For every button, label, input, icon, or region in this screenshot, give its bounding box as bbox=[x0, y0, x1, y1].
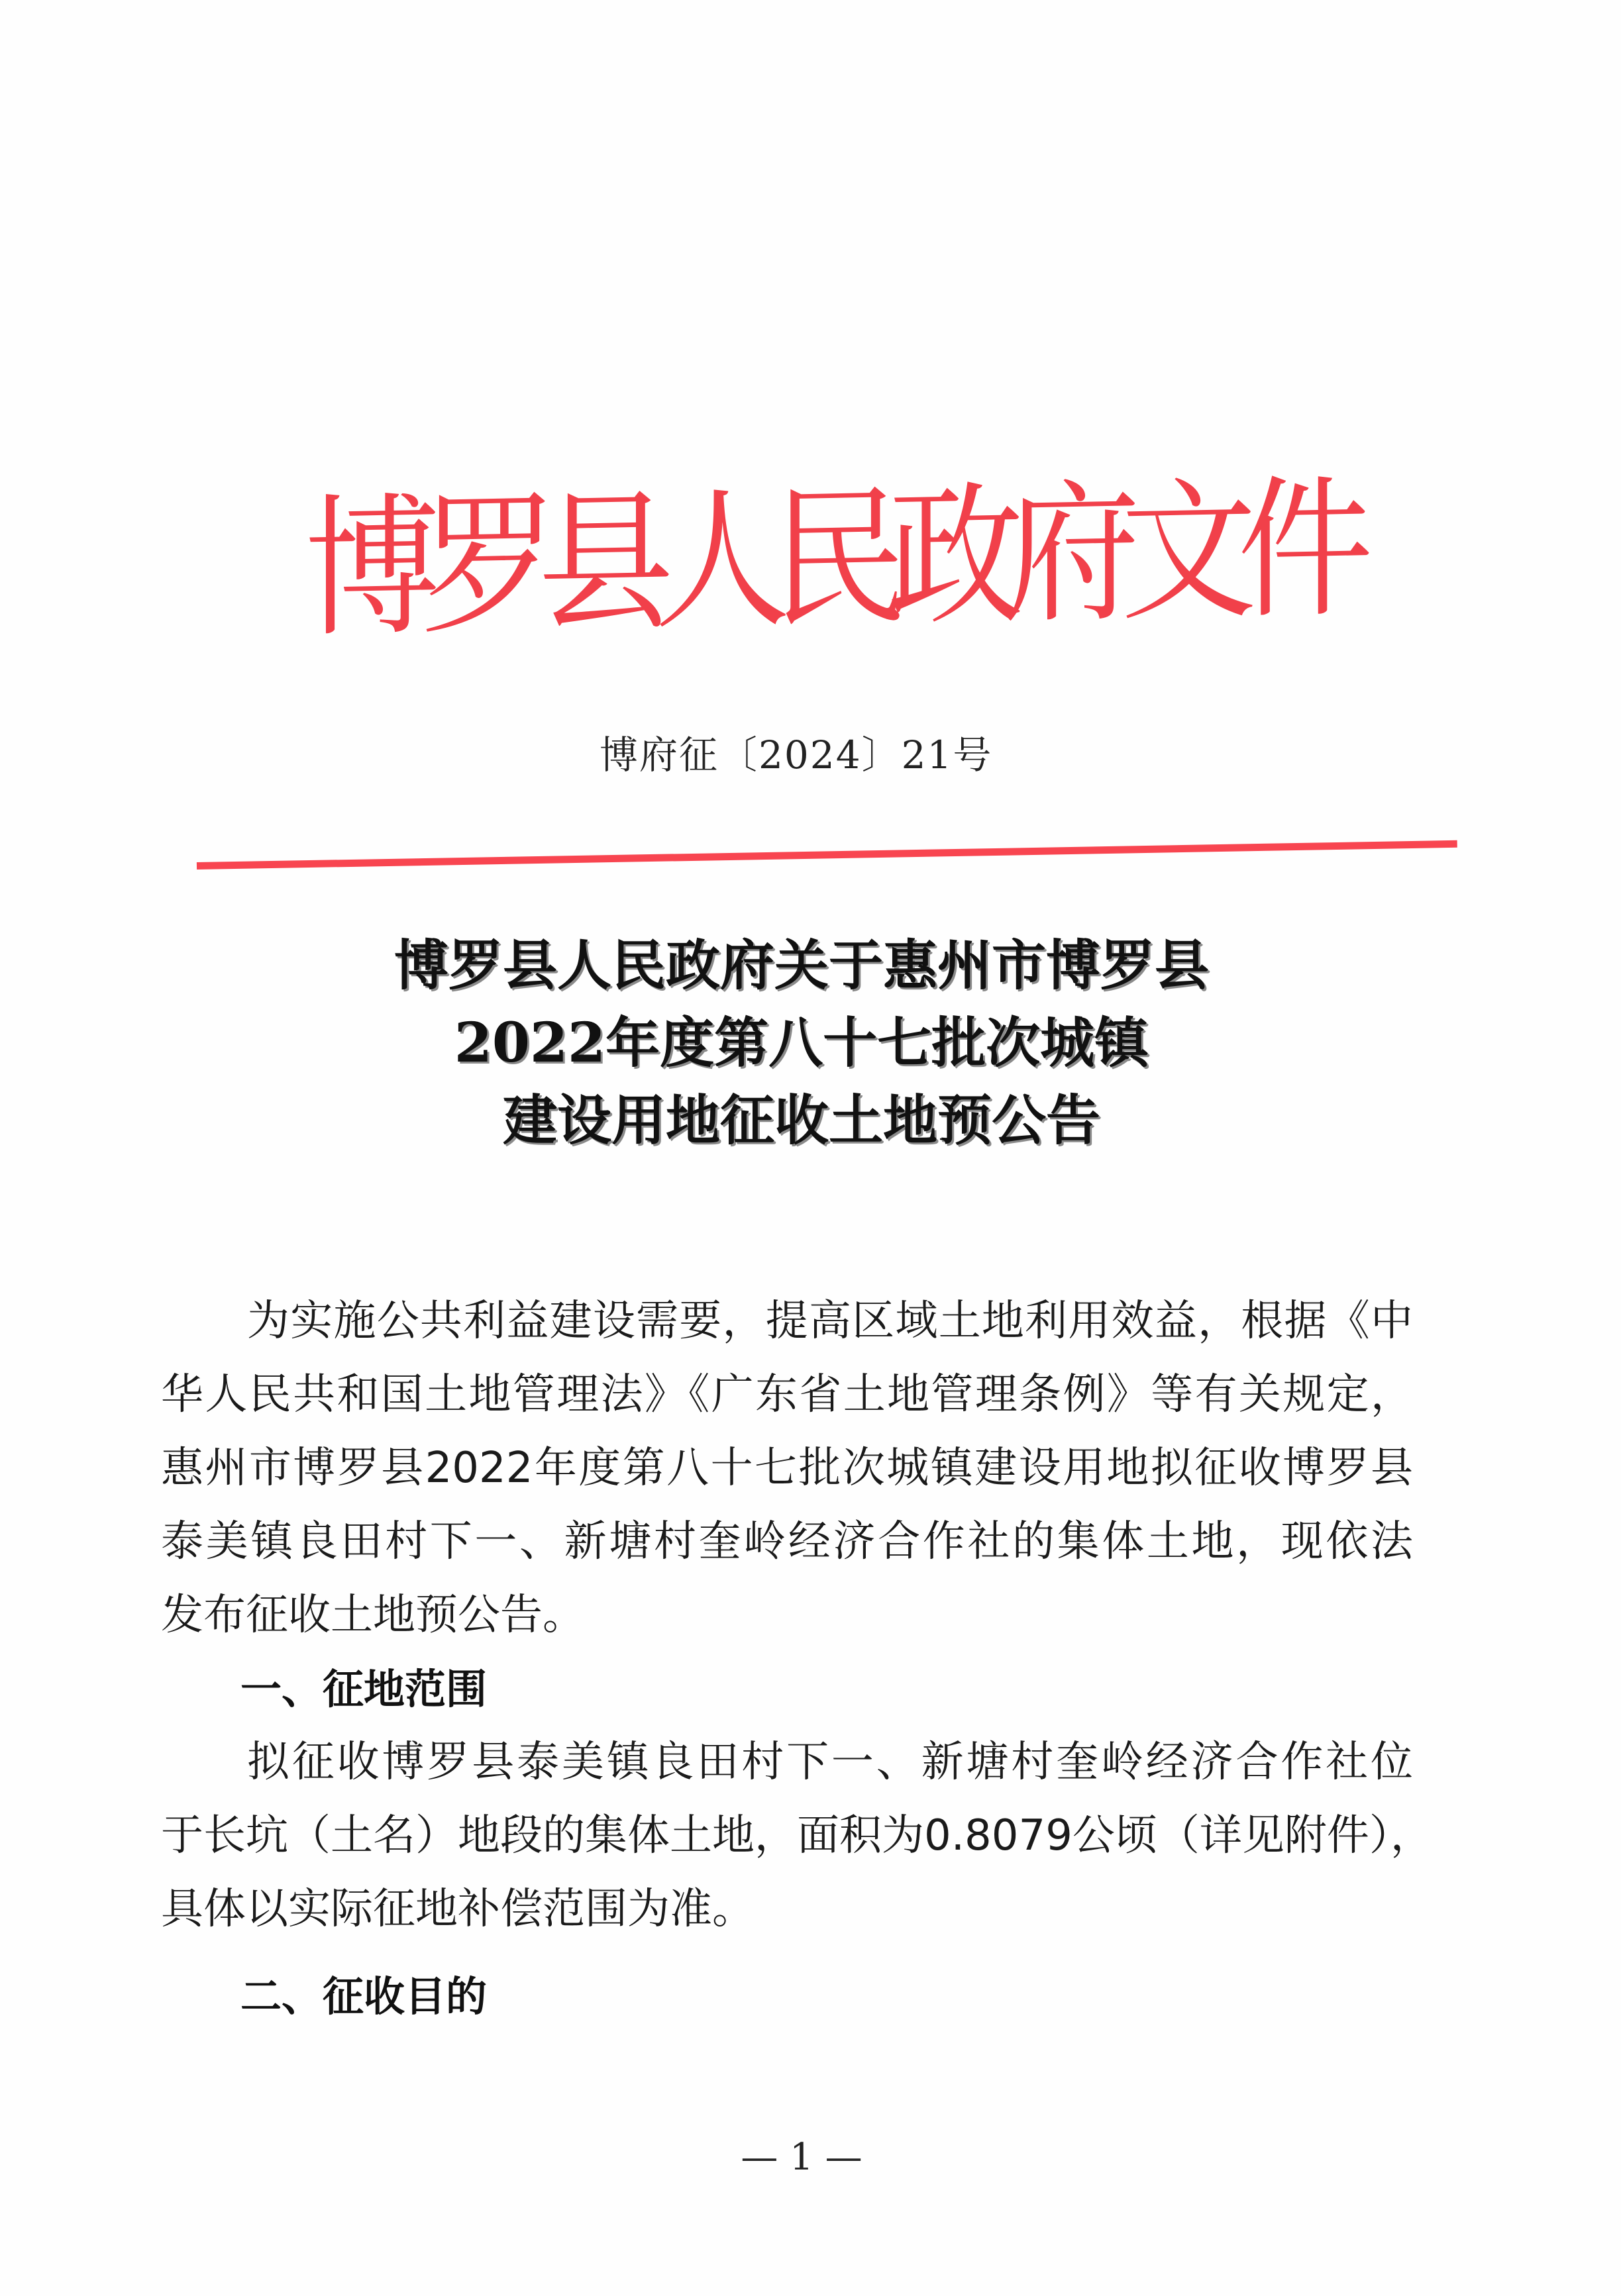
body-line: 发布征收土地预公告。 bbox=[161, 1591, 585, 1640]
masthead-char: 政 bbox=[888, 468, 1023, 647]
section-heading-purpose: 二、征收目的 bbox=[240, 1972, 488, 2021]
title-line: 建设用地征收土地预公告 bbox=[502, 1089, 1100, 1152]
body-line: 拟征收博罗县泰美镇良田村下一、新塘村奎岭经济合作社位 bbox=[247, 1738, 1413, 1787]
scope-paragraph bbox=[161, 1726, 1433, 1946]
title-line: 博罗县人民政府关于惠州市博罗县 bbox=[393, 934, 1209, 997]
masthead-char: 府 bbox=[1004, 465, 1140, 645]
body-line: 泰美镇良田村下一、新塘村奎岭经济合作社的集体土地，现依法 bbox=[161, 1517, 1413, 1566]
masthead-char: 文 bbox=[1121, 463, 1257, 642]
masthead-char: 民 bbox=[771, 470, 907, 650]
masthead-char: 县 bbox=[538, 474, 674, 654]
masthead-title bbox=[305, 446, 1373, 659]
masthead-char: 罗 bbox=[421, 476, 557, 656]
document-number: 博府征〔2024〕21号 bbox=[600, 732, 993, 777]
masthead-char: 件 bbox=[1237, 460, 1373, 640]
body-line: 于长坑（土名）地段的集体土地，面积为0.8079公顷（详见附件）， bbox=[161, 1811, 1433, 1860]
body-line: 为实施公共利益建设需要，提高区域土地利用效益，根据《中 bbox=[247, 1297, 1413, 1346]
body-line: 具体以实际征地补偿范围为准。 bbox=[161, 1885, 755, 1934]
masthead-char: 人 bbox=[654, 472, 790, 652]
document-title bbox=[318, 927, 1285, 1160]
document-body bbox=[161, 1285, 1433, 2033]
body-line: 华人民共和国土地管理法》《广东省土地管理条例》等有关规定， bbox=[161, 1370, 1413, 1419]
title-line: 2022年度第八十七批次城镇 bbox=[454, 1011, 1149, 1075]
red-divider-line bbox=[197, 840, 1457, 870]
page-number: — 1 — bbox=[741, 2136, 863, 2179]
body-line: 惠州市博罗县2022年度第八十七批次城镇建设用地拟征收博罗县 bbox=[161, 1444, 1413, 1493]
intro-paragraph bbox=[161, 1285, 1413, 1652]
section-heading-scope: 一、征地范围 bbox=[240, 1665, 488, 1713]
masthead-char: 博 bbox=[305, 479, 441, 658]
